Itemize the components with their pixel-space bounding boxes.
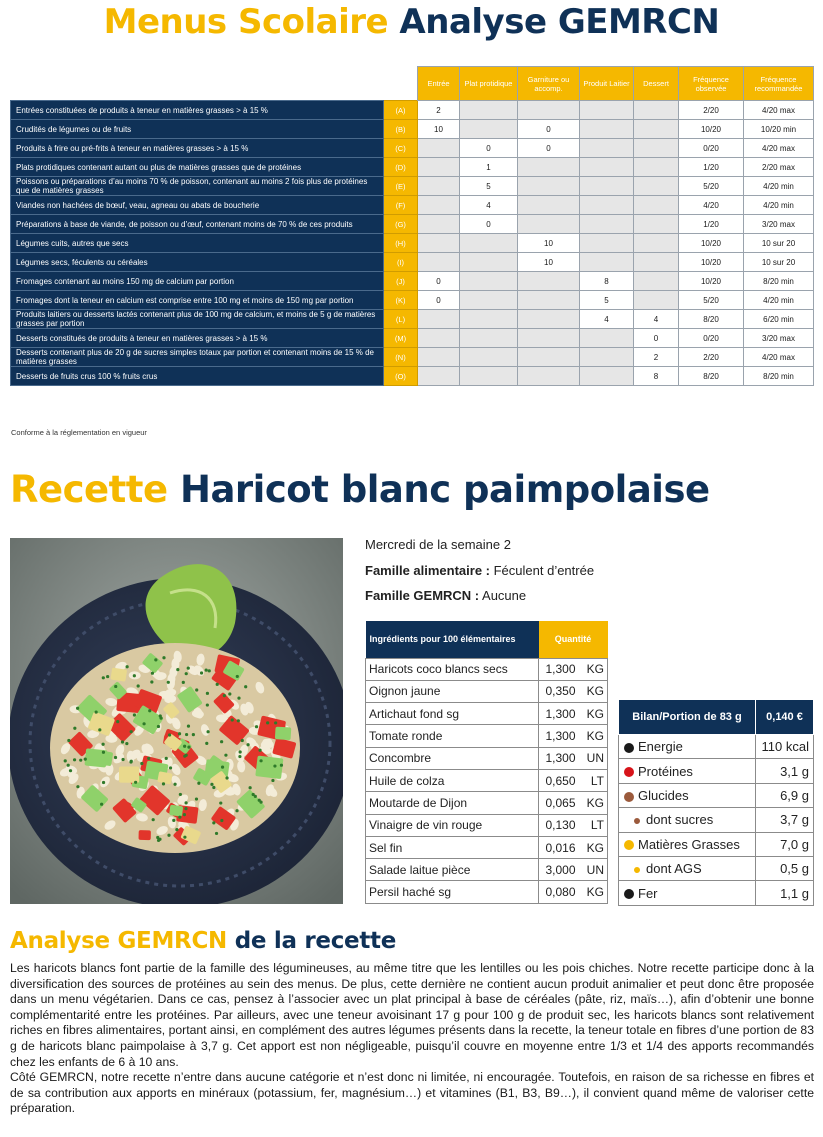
recommended-frequency: 4/20 max: [744, 139, 814, 158]
count-cell: [634, 101, 679, 120]
category-code: (M): [384, 329, 418, 348]
observed-frequency: 5/20: [679, 291, 744, 310]
gemrcn-row: [11, 272, 814, 291]
count-cell: [634, 158, 679, 177]
count-cell: [580, 158, 634, 177]
nutrient-dot-icon: [624, 889, 634, 899]
analyse-text: [10, 961, 814, 1117]
count-cell: [418, 234, 460, 253]
count-cell: [460, 101, 518, 120]
ingredient-quantity: 1,300: [539, 658, 579, 680]
gemrcn-table: [10, 66, 814, 386]
count-cell: [418, 215, 460, 234]
observed-frequency: 10/20: [679, 234, 744, 253]
nutrient-value: 110 kcal: [756, 735, 814, 759]
category-label: Crudités de légumes ou de fruits: [11, 120, 384, 139]
category-code: (E): [384, 177, 418, 196]
category-label: Préparations à base de viande, de poisson ou d’œuf, contenant moins de 70 % de ces produits: [11, 215, 384, 234]
nutrient-value: 1,1 g: [756, 881, 814, 905]
analyse-title: [10, 928, 396, 954]
count-cell: 5: [580, 291, 634, 310]
analyse-title-navy: de la recette: [234, 928, 397, 954]
count-cell: 8: [634, 367, 679, 386]
nutrient-row: [619, 808, 814, 832]
category-label: Entrées constituées de produits à teneur en matières grasses > à 15 %: [11, 101, 384, 120]
ingredient-unit: KG: [579, 680, 608, 702]
ingredient-unit: KG: [579, 792, 608, 814]
count-cell: 5: [460, 177, 518, 196]
gemrcn-family-label: Famille GEMRCN :: [365, 588, 480, 603]
observed-frequency: 2/20: [679, 101, 744, 120]
nutrient-row: [619, 856, 814, 880]
recommended-frequency: 10 sur 20: [744, 234, 814, 253]
count-cell: [580, 215, 634, 234]
nutrient-cell: [619, 808, 756, 832]
count-cell: 1: [460, 158, 518, 177]
category-label: Fromages dont la teneur en calcium est comprise entre 100 mg et moins de 150 mg par portion: [11, 291, 384, 310]
count-cell: 10: [518, 234, 580, 253]
ingredient-unit: LT: [579, 769, 608, 791]
count-cell: 0: [460, 215, 518, 234]
recommended-frequency: 8/20 min: [744, 272, 814, 291]
nutrient-name: Matières Grasses: [638, 836, 740, 852]
gemrcn-row: [11, 367, 814, 386]
column-header: Dessert: [634, 67, 679, 101]
count-cell: [460, 310, 518, 329]
count-cell: 10: [518, 253, 580, 272]
count-cell: [634, 177, 679, 196]
count-cell: [634, 253, 679, 272]
category-code: (L): [384, 310, 418, 329]
recommended-frequency: 4/20 max: [744, 101, 814, 120]
quantity-header: Quantité: [539, 621, 608, 658]
category-code: (B): [384, 120, 418, 139]
count-cell: [634, 215, 679, 234]
column-header: Entrée: [418, 67, 460, 101]
column-header: Produit Laitier: [580, 67, 634, 101]
count-cell: [580, 139, 634, 158]
ingredient-quantity: 3,000: [539, 859, 579, 881]
recommended-frequency: 10 sur 20: [744, 253, 814, 272]
count-cell: [580, 120, 634, 139]
header-blank: [11, 67, 384, 101]
ingredient-unit: KG: [579, 725, 608, 747]
observed-frequency: 1/20: [679, 215, 744, 234]
count-cell: [518, 158, 580, 177]
count-cell: [418, 348, 460, 367]
nutrient-value: 3,7 g: [756, 808, 814, 832]
nutrient-dot-icon: [624, 840, 634, 850]
ingredient-name: Haricots coco blancs secs: [366, 658, 539, 680]
analyse-paragraph: Les haricots blancs font partie de la famille des légumineuses, au même titre que les lentilles ou les pois chiches. Notre recette participe donc à la diversification des sources de protéines au sein des menus. De plus, cette dernière ne contient aucun produit animalier et peut donc être proposée dans un menu végétarien. Dans ce cas, pensez à l’associer avec un plat principal à base de céréales (pâte, riz, maïs…), afin d’obtenir une bonne complémentarité entre les protéines. Par ailleurs, avec une teneur avoisinant 17 g pour 100 g de produit sec, les haricots blancs sont relativement riches en fibres alimentaires, portant ainsi, en complément des autres légumes présents dans la recette, la teneur totale en fibres d’une portion de 83 g de haricots blanc paimpolaise à 3,7 g. Cet apport est non négligeable, puisqu’il couvre en moyenne entre 1/3 et 1/4 des apports recommandés chez les enfants de 6 à 10 ans.: [10, 961, 814, 1069]
observed-frequency: 1/20: [679, 158, 744, 177]
nutrient-row: [619, 735, 814, 759]
count-cell: [580, 367, 634, 386]
nutrient-cell: [619, 881, 756, 905]
nutrient-value: 0,5 g: [756, 856, 814, 880]
count-cell: [418, 310, 460, 329]
category-code: (N): [384, 348, 418, 367]
ingredient-row: [366, 814, 608, 836]
count-cell: [418, 177, 460, 196]
count-cell: 4: [580, 310, 634, 329]
count-cell: [518, 291, 580, 310]
ingredient-name: Huile de colza: [366, 769, 539, 791]
ingredient-name: Persil haché sg: [366, 881, 539, 903]
category-code: (K): [384, 291, 418, 310]
ingredient-row: [366, 836, 608, 858]
recommended-frequency: 2/20 max: [744, 158, 814, 177]
count-cell: [460, 120, 518, 139]
ingredient-name: Concombre: [366, 747, 539, 769]
family-label: Famille alimentaire :: [365, 563, 490, 578]
count-cell: [518, 310, 580, 329]
count-cell: [460, 329, 518, 348]
category-label: Produits laitiers ou desserts lactés contenant plus de 100 mg de calcium, et moins de 5 g de matières grasses par portion: [11, 310, 384, 329]
nutrient-value: 6,9 g: [756, 783, 814, 807]
ingredient-row: [366, 658, 608, 680]
count-cell: 0: [418, 272, 460, 291]
category-label: Légumes secs, féculents ou céréales: [11, 253, 384, 272]
category-label: Desserts constitués de produits à teneur en matières grasses > à 15 %: [11, 329, 384, 348]
count-cell: [518, 348, 580, 367]
nutrient-row: [619, 881, 814, 905]
count-cell: 0: [418, 291, 460, 310]
ingredients-body: [366, 658, 608, 903]
category-code: (O): [384, 367, 418, 386]
count-cell: 2: [634, 348, 679, 367]
count-cell: [518, 101, 580, 120]
category-label: Fromages contenant au moins 150 mg de calcium par portion: [11, 272, 384, 291]
ingredient-unit: UN: [579, 859, 608, 881]
nutrient-name: Fer: [638, 885, 658, 901]
column-header: Fréquence observée: [679, 67, 744, 101]
count-cell: [460, 234, 518, 253]
gemrcn-row: [11, 139, 814, 158]
nutrition-header-row: [619, 700, 814, 735]
recipe-title-yellow: Recette: [10, 468, 168, 511]
ingredient-name: Sel fin: [366, 836, 539, 858]
count-cell: [518, 329, 580, 348]
gemrcn-row: [11, 158, 814, 177]
gemrcn-row: [11, 196, 814, 215]
ingredients-table: [365, 621, 608, 904]
count-cell: [460, 253, 518, 272]
recommended-frequency: 6/20 min: [744, 310, 814, 329]
count-cell: [580, 101, 634, 120]
observed-frequency: 8/20: [679, 310, 744, 329]
nutrition-table: [618, 699, 814, 906]
title-part-yellow: Menus Scolaire: [103, 2, 389, 42]
observed-frequency: 2/20: [679, 348, 744, 367]
count-cell: 4: [634, 310, 679, 329]
page-title: [0, 2, 823, 42]
category-code: (D): [384, 158, 418, 177]
observed-frequency: 10/20: [679, 120, 744, 139]
observed-frequency: 0/20: [679, 329, 744, 348]
count-cell: [580, 253, 634, 272]
count-cell: [518, 272, 580, 291]
column-header: Plat protidique: [460, 67, 518, 101]
ingredient-unit: KG: [579, 881, 608, 903]
count-cell: [418, 329, 460, 348]
observed-frequency: 8/20: [679, 367, 744, 386]
recommended-frequency: 4/20 max: [744, 348, 814, 367]
recommended-frequency: 10/20 min: [744, 120, 814, 139]
analyse-title-yellow: Analyse GEMRCN: [10, 928, 227, 954]
recommended-frequency: 4/20 min: [744, 196, 814, 215]
gemrcn-row: [11, 310, 814, 329]
ingredient-quantity: 1,300: [539, 747, 579, 769]
nutrient-name: Protéines: [638, 763, 693, 779]
category-label: Desserts de fruits crus 100 % fruits crus: [11, 367, 384, 386]
gemrcn-row: [11, 291, 814, 310]
gemrcn-row: [11, 177, 814, 196]
count-cell: [518, 367, 580, 386]
nutrient-cell: [619, 783, 756, 807]
category-code: (C): [384, 139, 418, 158]
count-cell: [418, 367, 460, 386]
recipe-day: Mercredi de la semaine 2: [365, 537, 511, 552]
gemrcn-row: [11, 215, 814, 234]
nutrient-row: [619, 832, 814, 856]
count-cell: 0: [518, 120, 580, 139]
recommended-frequency: 3/20 max: [744, 215, 814, 234]
recommended-frequency: 8/20 min: [744, 367, 814, 386]
nutrient-value: 3,1 g: [756, 759, 814, 783]
ingredient-name: Artichaut fond sg: [366, 703, 539, 725]
conformity-note: Conforme à la réglementation en vigueur: [11, 428, 147, 437]
ingredient-quantity: 1,300: [539, 703, 579, 725]
ingredient-row: [366, 703, 608, 725]
ingredient-name: Oignon jaune: [366, 680, 539, 702]
category-code: (A): [384, 101, 418, 120]
title-part-navy: Analyse GEMRCN: [399, 2, 720, 42]
category-label: Desserts contenant plus de 20 g de sucres simples totaux par portion et contenant moins de 15 % de matières grasses: [11, 348, 384, 367]
nutrient-row: [619, 759, 814, 783]
nutrient-cell: [619, 856, 756, 880]
count-cell: [460, 348, 518, 367]
ingredient-quantity: 0,016: [539, 836, 579, 858]
count-cell: [418, 253, 460, 272]
count-cell: [418, 139, 460, 158]
category-label: Plats protidiques contenant autant ou plus de matières grasses que de protéines: [11, 158, 384, 177]
recommended-frequency: 4/20 min: [744, 291, 814, 310]
observed-frequency: 4/20: [679, 196, 744, 215]
ingredient-quantity: 0,650: [539, 769, 579, 791]
count-cell: [460, 367, 518, 386]
ingredient-unit: KG: [579, 703, 608, 725]
gemrcn-family-value: Aucune: [479, 588, 527, 603]
ingredient-row: [366, 792, 608, 814]
category-code: (G): [384, 215, 418, 234]
gemrcn-body: [11, 101, 814, 386]
count-cell: 4: [460, 196, 518, 215]
portion-price: 0,140 €: [756, 700, 814, 735]
gemrcn-family-line: [365, 588, 526, 603]
category-code: (J): [384, 272, 418, 291]
count-cell: [460, 272, 518, 291]
recommended-frequency: 4/20 min: [744, 177, 814, 196]
header-blank: [384, 67, 418, 101]
ingredient-name: Moutarde de Dijon: [366, 792, 539, 814]
ingredient-unit: KG: [579, 658, 608, 680]
nutrient-row: [619, 783, 814, 807]
analyse-paragraph: Côté GEMRCN, notre recette n’entre dans aucune catégorie et n’est donc ni limitée, ni encouragée. Toutefois, en raison de sa richesse en fibres et de sa contribution aux apports en minéraux (potassium, fer, magnésium…) et vitamines (B1, B3, B9…), il convient quand même de valoriser cette préparation.: [10, 1070, 814, 1116]
ingredient-row: [366, 747, 608, 769]
count-cell: [580, 329, 634, 348]
recipe-photo: [10, 538, 343, 904]
gemrcn-row: [11, 234, 814, 253]
nutrition-header: Bilan/Portion de 83 g: [619, 700, 756, 735]
category-code: (H): [384, 234, 418, 253]
gemrcn-row: [11, 348, 814, 367]
nutrient-dot-icon: [624, 767, 634, 777]
ingredient-unit: LT: [579, 814, 608, 836]
count-cell: [634, 196, 679, 215]
nutrient-name: Glucides: [638, 787, 689, 803]
count-cell: [518, 196, 580, 215]
observed-frequency: 10/20: [679, 253, 744, 272]
count-cell: [580, 196, 634, 215]
count-cell: 2: [418, 101, 460, 120]
category-code: (F): [384, 196, 418, 215]
ingredient-unit: KG: [579, 836, 608, 858]
count-cell: 10: [418, 120, 460, 139]
ingredient-quantity: 0,350: [539, 680, 579, 702]
nutrient-name: dont sucres: [646, 812, 714, 828]
nutrient-dot-icon: [634, 818, 640, 824]
count-cell: [580, 234, 634, 253]
category-label: Légumes cuits, autres que secs: [11, 234, 384, 253]
ingredient-row: [366, 859, 608, 881]
ingredient-name: Salade laitue pièce: [366, 859, 539, 881]
column-header: Garniture ou accomp.: [518, 67, 580, 101]
nutrient-name: Energie: [638, 739, 683, 755]
ingredient-quantity: 1,300: [539, 725, 579, 747]
nutrient-dot-icon: [624, 792, 634, 802]
ingredient-row: [366, 725, 608, 747]
count-cell: 0: [460, 139, 518, 158]
observed-frequency: 10/20: [679, 272, 744, 291]
observed-frequency: 5/20: [679, 177, 744, 196]
family-value: Féculent d’entrée: [490, 563, 595, 578]
recipe-title-navy: Haricot blanc paimpolaise: [179, 468, 710, 511]
gemrcn-row: [11, 101, 814, 120]
nutrient-cell: [619, 832, 756, 856]
count-cell: [634, 234, 679, 253]
gemrcn-row: [11, 329, 814, 348]
ingredient-name: Tomate ronde: [366, 725, 539, 747]
ingredient-quantity: 0,130: [539, 814, 579, 836]
count-cell: [418, 158, 460, 177]
nutrient-dot-icon: [624, 743, 634, 753]
count-cell: 0: [518, 139, 580, 158]
nutrient-value: 7,0 g: [756, 832, 814, 856]
gemrcn-row: [11, 120, 814, 139]
recommended-frequency: 3/20 max: [744, 329, 814, 348]
count-cell: [634, 120, 679, 139]
nutrient-cell: [619, 735, 756, 759]
nutrient-name: dont AGS: [646, 861, 702, 877]
nutrient-dot-icon: [634, 867, 640, 873]
recipe-title: [10, 468, 710, 511]
ingredient-row: [366, 680, 608, 702]
ingredient-row: [366, 769, 608, 791]
ingredient-row: [366, 881, 608, 903]
count-cell: [518, 215, 580, 234]
category-label: Viandes non hachées de bœuf, veau, agneau ou abats de boucherie: [11, 196, 384, 215]
count-cell: [460, 291, 518, 310]
ingredient-name: Vinaigre de vin rouge: [366, 814, 539, 836]
gemrcn-header-row: [11, 67, 814, 101]
gemrcn-row: [11, 253, 814, 272]
count-cell: 8: [580, 272, 634, 291]
ingredient-quantity: 0,065: [539, 792, 579, 814]
category-code: (I): [384, 253, 418, 272]
count-cell: [634, 291, 679, 310]
nutrient-cell: [619, 759, 756, 783]
count-cell: [634, 272, 679, 291]
nutrition-body: [619, 735, 814, 906]
ingredients-header: Ingrédients pour 100 élémentaires: [366, 621, 539, 658]
count-cell: [580, 177, 634, 196]
count-cell: 0: [634, 329, 679, 348]
ingredients-header-row: [366, 621, 608, 658]
count-cell: [634, 139, 679, 158]
ingredient-quantity: 0,080: [539, 881, 579, 903]
column-header: Fréquence recommandée: [744, 67, 814, 101]
count-cell: [518, 177, 580, 196]
count-cell: [580, 348, 634, 367]
ingredient-unit: UN: [579, 747, 608, 769]
observed-frequency: 0/20: [679, 139, 744, 158]
category-label: Produits à frire ou pré-frits à teneur en matières grasses > à 15 %: [11, 139, 384, 158]
salad-plate-illustration: [10, 538, 343, 904]
category-label: Poissons ou préparations d’au moins 70 % de poisson, contenant au moins 2 fois plus de protéines que de matières grasses: [11, 177, 384, 196]
family-line: [365, 563, 594, 578]
count-cell: [418, 196, 460, 215]
